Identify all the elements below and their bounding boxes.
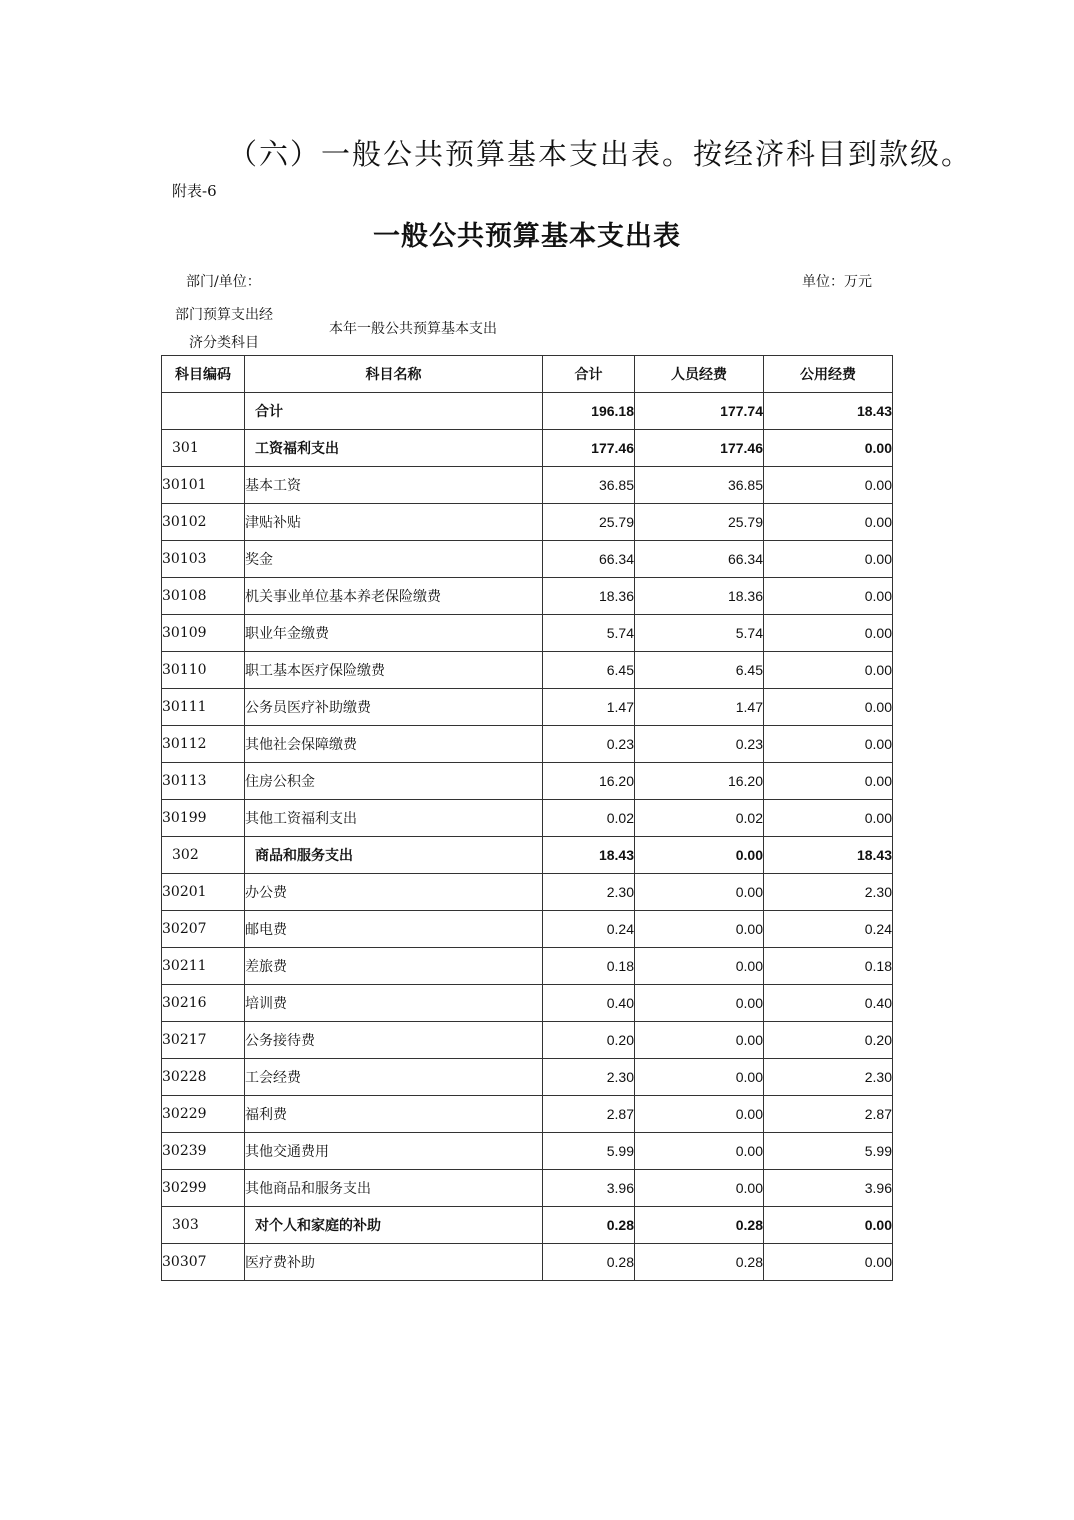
row-public-cell: 0.00 bbox=[764, 726, 893, 763]
row-code-cell: 30112 bbox=[162, 726, 245, 763]
row-name-cell: 奖金 bbox=[245, 541, 543, 578]
row-total-cell: 2.30 bbox=[543, 874, 635, 911]
row-code-cell: 30101 bbox=[162, 467, 245, 504]
table-row bbox=[162, 467, 893, 504]
row-name-cell: 其他社会保障缴费 bbox=[245, 726, 543, 763]
row-name-cell: 其他工资福利支出 bbox=[245, 800, 543, 837]
row-name-cell: 培训费 bbox=[245, 985, 543, 1022]
row-total-cell: 0.20 bbox=[543, 1022, 635, 1059]
table-row bbox=[162, 1059, 893, 1096]
row-personnel-cell: 0.00 bbox=[635, 1133, 764, 1170]
row-name-cell: 工会经费 bbox=[245, 1059, 543, 1096]
row-public-cell: 0.00 bbox=[764, 430, 893, 467]
row-total-cell: 25.79 bbox=[543, 504, 635, 541]
row-personnel-cell: 0.00 bbox=[635, 1022, 764, 1059]
row-code-cell: 30110 bbox=[162, 652, 245, 689]
row-code-cell: 30239 bbox=[162, 1133, 245, 1170]
table-row bbox=[162, 948, 893, 985]
row-public-cell: 0.00 bbox=[764, 763, 893, 800]
row-public-cell: 0.00 bbox=[764, 800, 893, 837]
table-row bbox=[162, 430, 893, 467]
row-personnel-cell: 177.46 bbox=[635, 430, 764, 467]
row-personnel-cell: 36.85 bbox=[635, 467, 764, 504]
column-header-total: 合计 bbox=[543, 356, 635, 393]
row-public-cell: 0.20 bbox=[764, 1022, 893, 1059]
row-total-cell: 6.45 bbox=[543, 652, 635, 689]
row-total-cell: 177.46 bbox=[543, 430, 635, 467]
expenditure-table bbox=[161, 355, 893, 1281]
section-heading: （六）一般公共预算基本支出表。按经济科目到款级。 bbox=[228, 137, 973, 171]
row-personnel-cell: 0.28 bbox=[635, 1207, 764, 1244]
row-public-cell: 2.30 bbox=[764, 874, 893, 911]
row-code-cell: 30108 bbox=[162, 578, 245, 615]
row-public-cell: 18.43 bbox=[764, 837, 893, 874]
row-code-cell: 30217 bbox=[162, 1022, 245, 1059]
row-name-cell: 公务员医疗补助缴费 bbox=[245, 689, 543, 726]
row-name-cell: 基本工资 bbox=[245, 467, 543, 504]
row-public-cell: 0.00 bbox=[764, 1207, 893, 1244]
row-total-cell: 3.96 bbox=[543, 1170, 635, 1207]
table-header-row bbox=[162, 356, 893, 393]
row-personnel-cell: 0.00 bbox=[635, 837, 764, 874]
row-total-cell: 0.28 bbox=[543, 1207, 635, 1244]
row-personnel-cell: 5.74 bbox=[635, 615, 764, 652]
row-name-cell: 医疗费补助 bbox=[245, 1244, 543, 1281]
row-total-cell: 5.99 bbox=[543, 1133, 635, 1170]
row-personnel-cell: 0.00 bbox=[635, 985, 764, 1022]
row-code-cell: 303 bbox=[162, 1207, 245, 1244]
table-row bbox=[162, 837, 893, 874]
row-code-cell: 30307 bbox=[162, 1244, 245, 1281]
row-name-cell: 职工基本医疗保险缴费 bbox=[245, 652, 543, 689]
row-personnel-cell: 6.45 bbox=[635, 652, 764, 689]
row-code-cell: 30113 bbox=[162, 763, 245, 800]
row-total-cell: 0.40 bbox=[543, 985, 635, 1022]
table-row bbox=[162, 1244, 893, 1281]
row-total-cell: 0.24 bbox=[543, 911, 635, 948]
row-personnel-cell: 0.00 bbox=[635, 1059, 764, 1096]
row-personnel-cell: 25.79 bbox=[635, 504, 764, 541]
row-code-cell: 301 bbox=[162, 430, 245, 467]
row-name-cell: 其他交通费用 bbox=[245, 1133, 543, 1170]
row-code-cell: 30111 bbox=[162, 689, 245, 726]
row-code-cell: 30102 bbox=[162, 504, 245, 541]
row-name-cell: 对个人和家庭的补助 bbox=[245, 1207, 543, 1244]
row-public-cell: 3.96 bbox=[764, 1170, 893, 1207]
column-header-public: 公用经费 bbox=[764, 356, 893, 393]
row-code-cell: 30229 bbox=[162, 1096, 245, 1133]
row-code-cell: 30207 bbox=[162, 911, 245, 948]
table-body bbox=[162, 393, 893, 1281]
row-public-cell: 0.00 bbox=[764, 615, 893, 652]
row-personnel-cell: 0.00 bbox=[635, 911, 764, 948]
row-personnel-cell: 16.20 bbox=[635, 763, 764, 800]
table-row bbox=[162, 393, 893, 430]
row-public-cell: 0.00 bbox=[764, 541, 893, 578]
row-name-cell: 办公费 bbox=[245, 874, 543, 911]
row-personnel-cell: 0.28 bbox=[635, 1244, 764, 1281]
row-name-cell: 合计 bbox=[245, 393, 543, 430]
right-header: 本年一般公共预算基本支出 bbox=[329, 321, 497, 337]
column-header-personnel: 人员经费 bbox=[635, 356, 764, 393]
table-title: 一般公共预算基本支出表 bbox=[373, 221, 681, 252]
row-name-cell: 津贴补贴 bbox=[245, 504, 543, 541]
row-personnel-cell: 177.74 bbox=[635, 393, 764, 430]
row-total-cell: 36.85 bbox=[543, 467, 635, 504]
table-row bbox=[162, 800, 893, 837]
row-code-cell: 30201 bbox=[162, 874, 245, 911]
row-code-cell: 30228 bbox=[162, 1059, 245, 1096]
row-public-cell: 0.00 bbox=[764, 652, 893, 689]
row-total-cell: 66.34 bbox=[543, 541, 635, 578]
table-row bbox=[162, 689, 893, 726]
row-code-cell: 30103 bbox=[162, 541, 245, 578]
row-code-cell: 30211 bbox=[162, 948, 245, 985]
row-name-cell: 公务接待费 bbox=[245, 1022, 543, 1059]
row-total-cell: 196.18 bbox=[543, 393, 635, 430]
table-row bbox=[162, 1170, 893, 1207]
table-row bbox=[162, 1133, 893, 1170]
row-name-cell: 福利费 bbox=[245, 1096, 543, 1133]
table-row bbox=[162, 578, 893, 615]
table-row bbox=[162, 1207, 893, 1244]
row-name-cell: 住房公积金 bbox=[245, 763, 543, 800]
row-name-cell: 其他商品和服务支出 bbox=[245, 1170, 543, 1207]
table-row bbox=[162, 985, 893, 1022]
row-public-cell: 18.43 bbox=[764, 393, 893, 430]
row-name-cell: 商品和服务支出 bbox=[245, 837, 543, 874]
row-public-cell: 0.00 bbox=[764, 578, 893, 615]
appendix-label: 附表-6 bbox=[172, 182, 217, 200]
row-total-cell: 1.47 bbox=[543, 689, 635, 726]
row-total-cell: 5.74 bbox=[543, 615, 635, 652]
table-row bbox=[162, 1096, 893, 1133]
table-row bbox=[162, 541, 893, 578]
column-header-name: 科目名称 bbox=[245, 356, 543, 393]
row-total-cell: 18.43 bbox=[543, 837, 635, 874]
row-name-cell: 职业年金缴费 bbox=[245, 615, 543, 652]
row-total-cell: 0.28 bbox=[543, 1244, 635, 1281]
row-public-cell: 0.18 bbox=[764, 948, 893, 985]
row-public-cell: 0.40 bbox=[764, 985, 893, 1022]
left-header-line2: 济分类科目 bbox=[189, 335, 259, 351]
table-row bbox=[162, 1022, 893, 1059]
row-personnel-cell: 66.34 bbox=[635, 541, 764, 578]
unit-label: 单位：万元 bbox=[802, 274, 872, 290]
table-row bbox=[162, 504, 893, 541]
row-public-cell: 0.00 bbox=[764, 689, 893, 726]
row-total-cell: 2.87 bbox=[543, 1096, 635, 1133]
column-header-code: 科目编码 bbox=[162, 356, 245, 393]
row-total-cell: 0.02 bbox=[543, 800, 635, 837]
row-code-cell: 30216 bbox=[162, 985, 245, 1022]
table-row bbox=[162, 874, 893, 911]
row-name-cell: 机关事业单位基本养老保险缴费 bbox=[245, 578, 543, 615]
row-public-cell: 2.30 bbox=[764, 1059, 893, 1096]
row-personnel-cell: 0.00 bbox=[635, 1096, 764, 1133]
row-personnel-cell: 0.00 bbox=[635, 948, 764, 985]
row-public-cell: 0.24 bbox=[764, 911, 893, 948]
table-row bbox=[162, 726, 893, 763]
row-public-cell: 0.00 bbox=[764, 467, 893, 504]
row-name-cell: 差旅费 bbox=[245, 948, 543, 985]
row-public-cell: 0.00 bbox=[764, 504, 893, 541]
row-personnel-cell: 0.00 bbox=[635, 874, 764, 911]
row-total-cell: 0.18 bbox=[543, 948, 635, 985]
row-personnel-cell: 18.36 bbox=[635, 578, 764, 615]
department-label: 部门/单位： bbox=[186, 274, 261, 290]
table-row bbox=[162, 911, 893, 948]
row-total-cell: 18.36 bbox=[543, 578, 635, 615]
row-public-cell: 0.00 bbox=[764, 1244, 893, 1281]
row-name-cell: 邮电费 bbox=[245, 911, 543, 948]
row-code-cell bbox=[162, 393, 245, 430]
row-total-cell: 0.23 bbox=[543, 726, 635, 763]
row-personnel-cell: 0.23 bbox=[635, 726, 764, 763]
row-personnel-cell: 0.00 bbox=[635, 1170, 764, 1207]
row-code-cell: 30299 bbox=[162, 1170, 245, 1207]
table-row bbox=[162, 615, 893, 652]
table-row bbox=[162, 763, 893, 800]
row-code-cell: 302 bbox=[162, 837, 245, 874]
row-personnel-cell: 1.47 bbox=[635, 689, 764, 726]
row-public-cell: 5.99 bbox=[764, 1133, 893, 1170]
left-header-line1: 部门预算支出经 bbox=[175, 307, 273, 323]
row-name-cell: 工资福利支出 bbox=[245, 430, 543, 467]
row-public-cell: 2.87 bbox=[764, 1096, 893, 1133]
row-total-cell: 2.30 bbox=[543, 1059, 635, 1096]
row-code-cell: 30199 bbox=[162, 800, 245, 837]
row-total-cell: 16.20 bbox=[543, 763, 635, 800]
row-personnel-cell: 0.02 bbox=[635, 800, 764, 837]
row-code-cell: 30109 bbox=[162, 615, 245, 652]
table-row bbox=[162, 652, 893, 689]
